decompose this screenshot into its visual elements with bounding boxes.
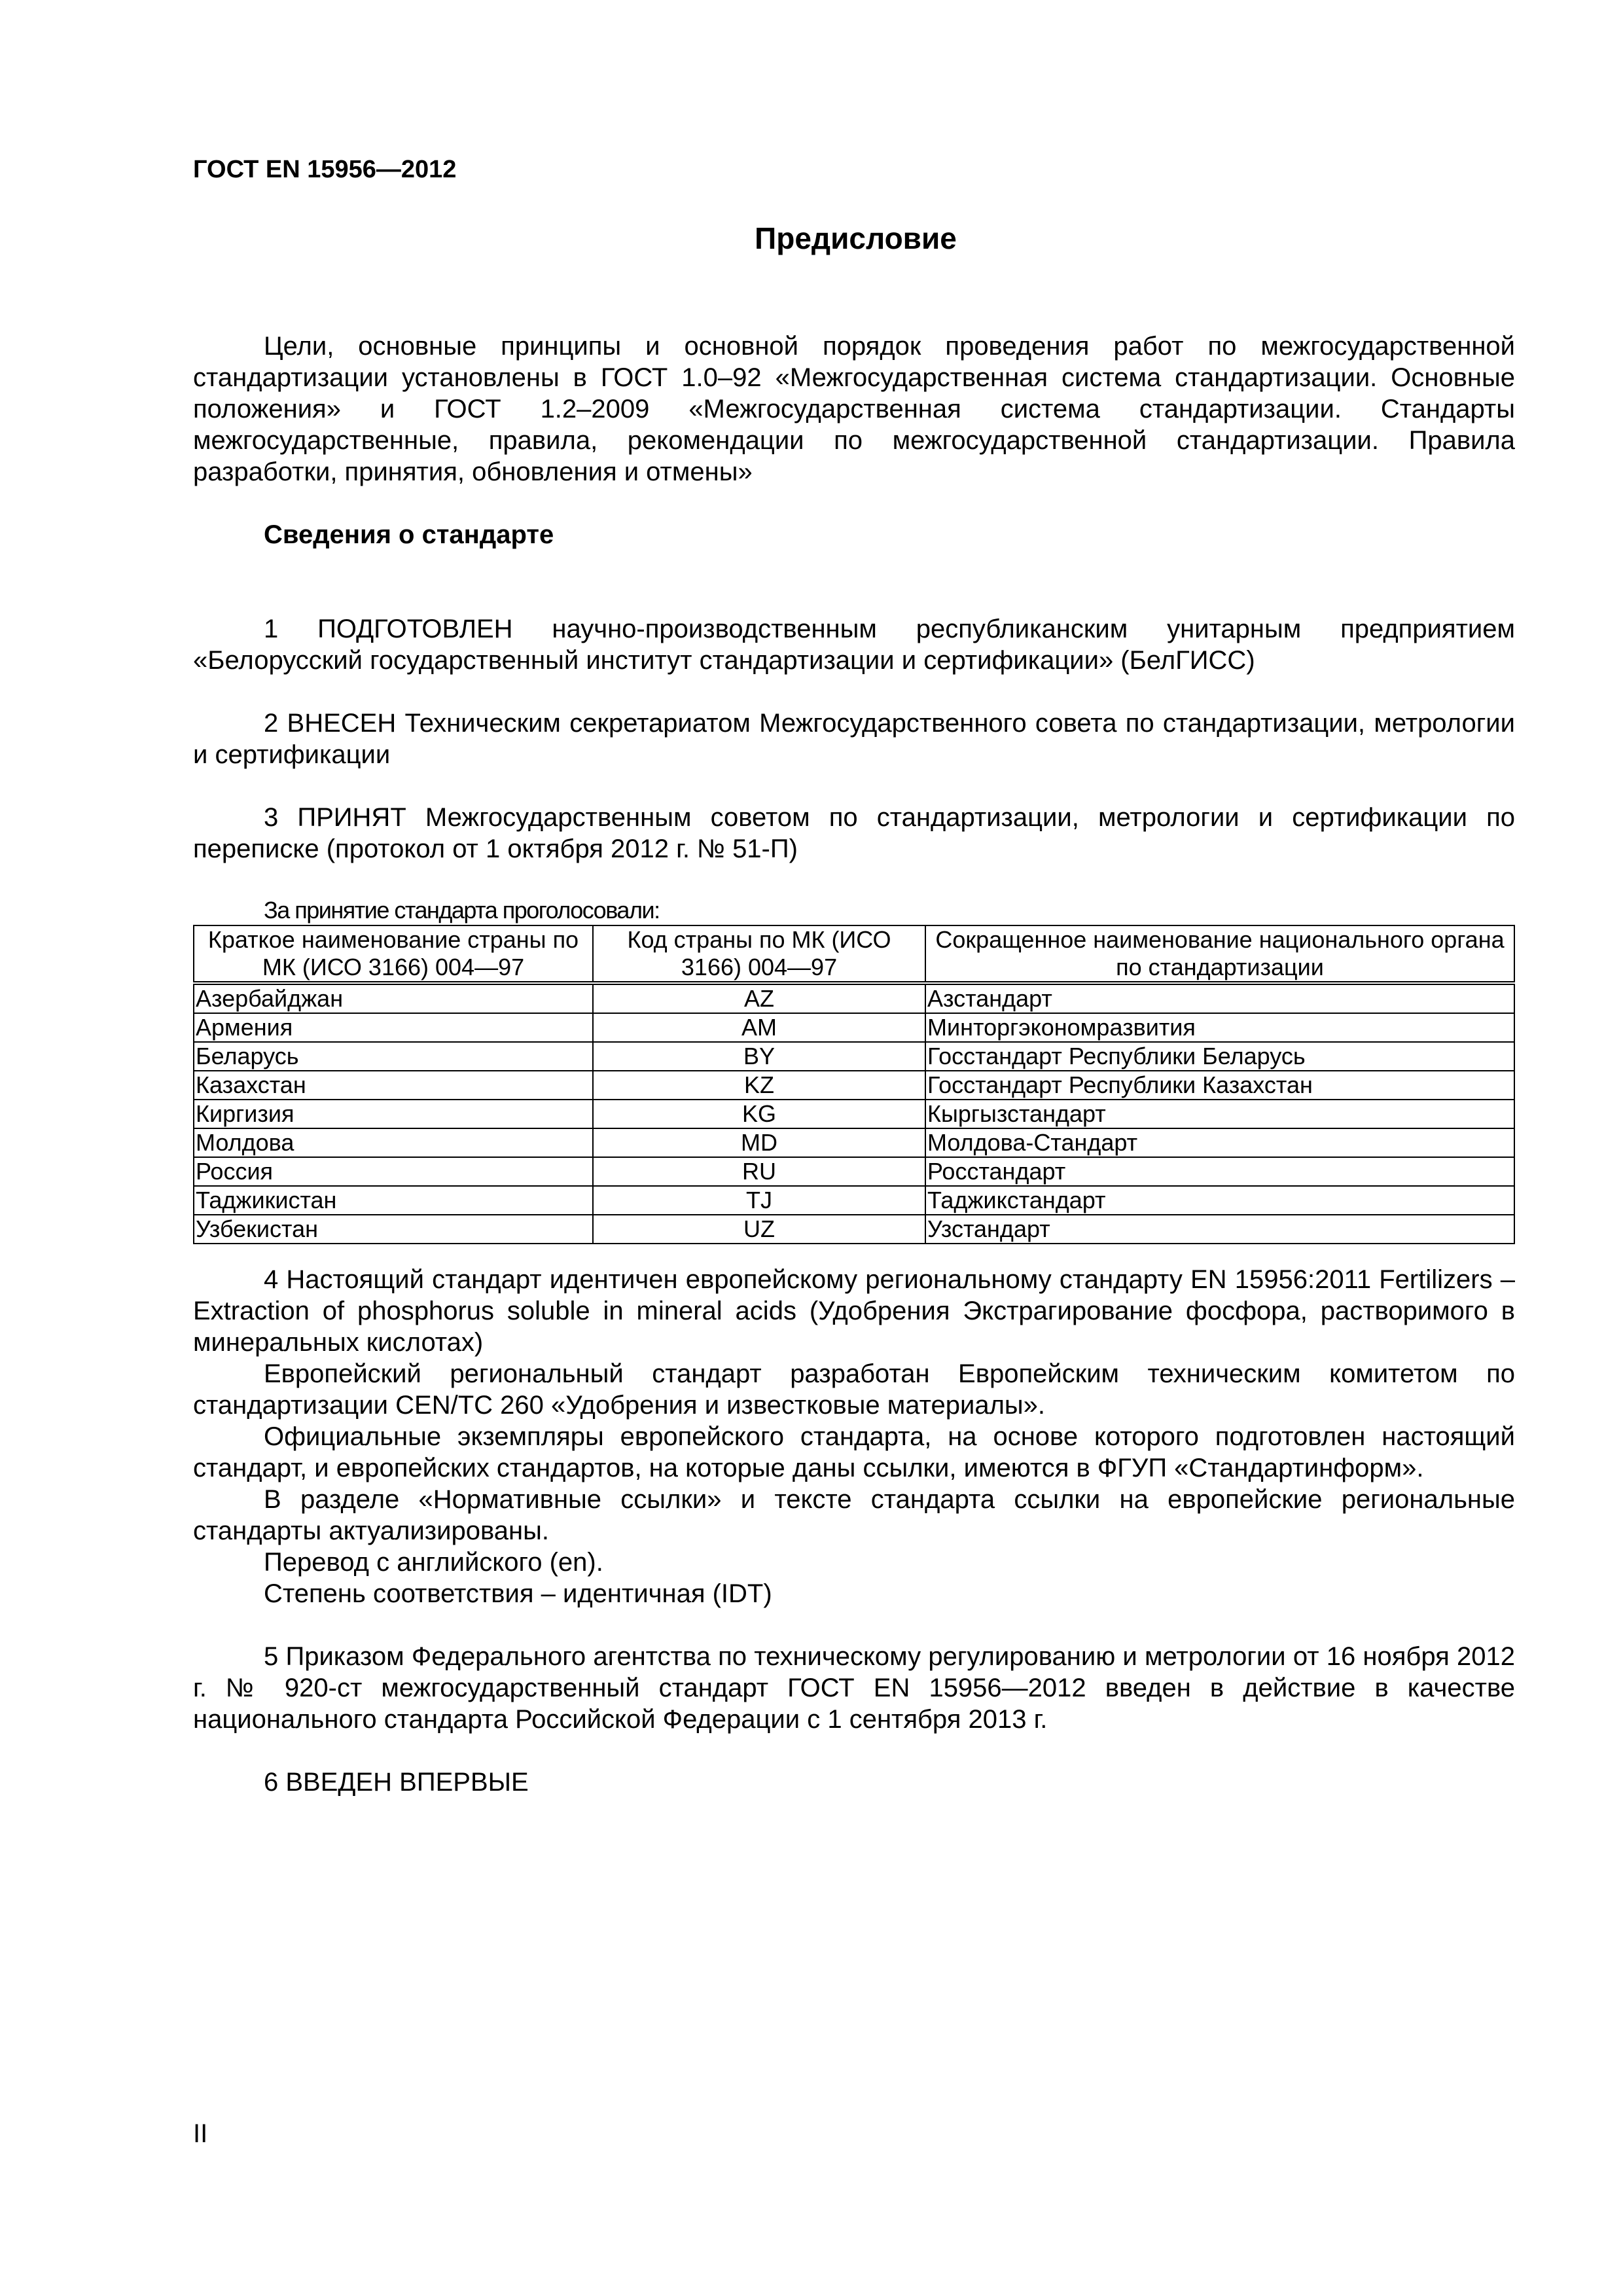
votes-table bbox=[193, 925, 1515, 1244]
table-row bbox=[194, 1042, 1514, 1071]
country-code-cell: MD bbox=[593, 1128, 925, 1157]
national-body-cell: Росстандарт bbox=[925, 1157, 1514, 1186]
table-row bbox=[194, 1186, 1514, 1215]
page-number: II bbox=[193, 2119, 208, 2148]
info-heading: Сведения о стандарте bbox=[264, 520, 554, 549]
item-2-paragraph: 2 ВНЕСЕН Техническим секретариатом Межгосударственного совета по стандартизации, метрологии и сертификации bbox=[193, 709, 1515, 769]
country-name-cell: Азербайджан bbox=[194, 983, 593, 1013]
national-body-cell: Азстандарт bbox=[925, 983, 1514, 1013]
item-4-paragraph: 4 Настоящий стандарт идентичен европейскому региональному стандарту EN 15956:2011 Fertilizers – Extraction of phosphorus soluble in mineral acids (Удобрения Экстрагирование фосфора, растворимого в минеральных кислотах) bbox=[193, 1265, 1515, 1357]
country-code-cell: TJ bbox=[593, 1186, 925, 1215]
country-code-cell: AZ bbox=[593, 983, 925, 1013]
header-national-body: Сокращенное наименование национального органа по стандартизации bbox=[925, 925, 1514, 983]
country-name-cell: Узбекистан bbox=[194, 1215, 593, 1244]
table-row bbox=[194, 1157, 1514, 1186]
country-name-cell: Армения bbox=[194, 1013, 593, 1042]
item-3-paragraph: 3 ПРИНЯТ Межгосударственным советом по стандартизации, метрологии и сертификации по переписке (протокол от 1 октября 2012 г. № 51-П) bbox=[193, 803, 1515, 863]
table-row bbox=[194, 1013, 1514, 1042]
national-body-cell: Госстандарт Республики Беларусь bbox=[925, 1042, 1514, 1071]
country-name-cell: Киргизия bbox=[194, 1100, 593, 1128]
table-row bbox=[194, 1100, 1514, 1128]
item-4-references-paragraph: В разделе «Нормативные ссылки» и тексте стандарта ссылки на европейские региональные стандарты актуализированы. bbox=[193, 1485, 1515, 1545]
country-code-cell: AM bbox=[593, 1013, 925, 1042]
country-name-cell: Беларусь bbox=[194, 1042, 593, 1071]
table-row bbox=[194, 1128, 1514, 1157]
item-4-conformity-paragraph: Степень соответствия – идентичная (IDT) bbox=[264, 1579, 772, 1608]
national-body-cell: Госстандарт Республики Казахстан bbox=[925, 1071, 1514, 1100]
table-row bbox=[194, 1215, 1514, 1244]
country-name-cell: Казахстан bbox=[194, 1071, 593, 1100]
country-name-cell: Россия bbox=[194, 1157, 593, 1186]
item-5-paragraph: 5 Приказом Федерального агентства по техническому регулированию и метрологии от 16 ноября 2012 г. № 920-ст межгосударственный стандарт ГОСТ EN 15956—2012 введен в действие в качестве национального стандарта Российской Федерации с 1 сентября 2013 г. bbox=[193, 1642, 1515, 1734]
intro-paragraph: Цели, основные принципы и основной порядок проведения работ по межгосударственной стандартизации установлены в ГОСТ 1.0–92 «Межгосударственная система стандартизации. Основные положения» и ГОСТ 1.2–2009 «Межгосударственная система стандартизации. Стандарты межгосударственные, правила, рекомендации по межгосударственной стандартизации. Правила разработки, принятия, обновления и отмены» bbox=[193, 332, 1515, 486]
vote-label: За принятие стандарта проголосовали: bbox=[264, 897, 660, 924]
document-body bbox=[193, 331, 1515, 1798]
item-4-copies-paragraph: Официальные экземпляры европейского стандарта, на основе которого подготовлен настоящий стандарт, и европейских стандартов, на которые даны ссылки, имеются в ФГУП «Стандартинформ». bbox=[193, 1422, 1515, 1482]
votes-table-header-row bbox=[194, 925, 1514, 983]
country-code-cell: RU bbox=[593, 1157, 925, 1186]
national-body-cell: Таджикстандарт bbox=[925, 1186, 1514, 1215]
national-body-cell: Кыргызстандарт bbox=[925, 1100, 1514, 1128]
country-name-cell: Молдова bbox=[194, 1128, 593, 1157]
national-body-cell: Минторгэкономразвития bbox=[925, 1013, 1514, 1042]
item-4-cen-paragraph: Европейский региональный стандарт разработан Европейским техническим комитетом по стандартизации CEN/TC 260 «Удобрения и известковые материалы». bbox=[193, 1359, 1515, 1420]
country-code-cell: BY bbox=[593, 1042, 925, 1071]
table-row bbox=[194, 1071, 1514, 1100]
item-4-translation-paragraph: Перевод с английского (en). bbox=[264, 1548, 603, 1577]
table-row bbox=[194, 983, 1514, 1013]
country-code-cell: KZ bbox=[593, 1071, 925, 1100]
country-name-cell: Таджикистан bbox=[194, 1186, 593, 1215]
item-6-paragraph: 6 ВВЕДЕН ВПЕРВЫЕ bbox=[264, 1768, 529, 1797]
item-1-paragraph: 1 ПОДГОТОВЛЕН научно-производственным республиканским унитарным предприятием «Белорусский государственный институт стандартизации и сертификации» (БелГИСС) bbox=[193, 615, 1515, 675]
header-country-code: Код страны по МК (ИСО 3166) 004—97 bbox=[593, 925, 925, 983]
standard-code: ГОСТ EN 15956—2012 bbox=[193, 156, 457, 183]
country-code-cell: UZ bbox=[593, 1215, 925, 1244]
national-body-cell: Молдова-Стандарт bbox=[925, 1128, 1514, 1157]
country-code-cell: KG bbox=[593, 1100, 925, 1128]
header-country-name: Краткое наименование страны по МК (ИСО 3166) 004—97 bbox=[194, 925, 593, 983]
page-title: Предисловие bbox=[755, 221, 957, 255]
national-body-cell: Узстандарт bbox=[925, 1215, 1514, 1244]
